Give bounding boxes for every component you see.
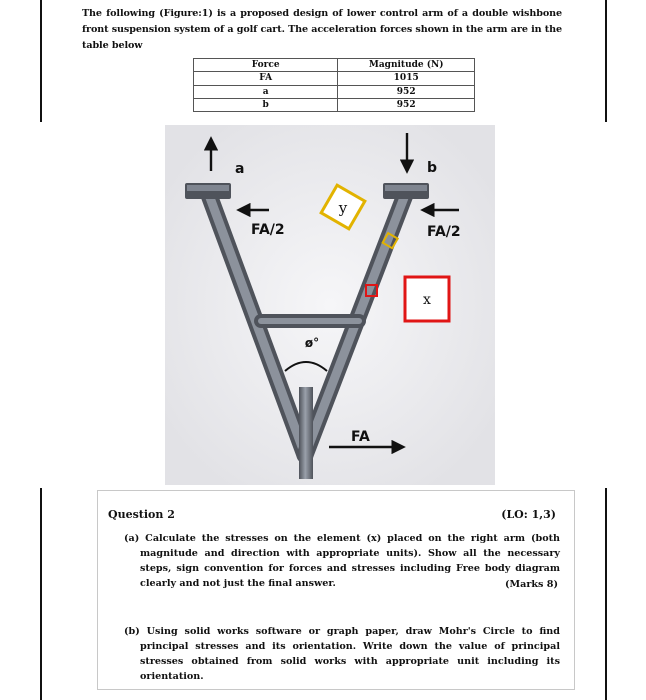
element-x-label: x bbox=[423, 292, 431, 308]
table-row bbox=[194, 85, 475, 98]
left-frame-line-bottom bbox=[40, 488, 42, 700]
table-cell-force: FA bbox=[194, 72, 338, 85]
force-table bbox=[193, 58, 475, 112]
table-cell-magnitude: 1015 bbox=[338, 72, 475, 85]
table-header-force: Force bbox=[194, 59, 338, 72]
table-row bbox=[194, 98, 475, 111]
question-part-a-text: (a) Calculate the stresses on the element (x) placed on the right arm (both magnitude and direction with appropriate units). Show all the necessary steps, sign convention for forces and stresses including Free body diagram clearly and not just the final answer. bbox=[124, 533, 560, 589]
question-part-b bbox=[124, 624, 560, 684]
left-frame-line-top bbox=[40, 0, 42, 122]
right-frame-line-bottom bbox=[605, 488, 607, 700]
element-y-label: y bbox=[338, 199, 348, 217]
intro-paragraph: The following (Figure:1) is a proposed design of lower control arm of a double wishbone front suspension system of a golf cart. The acceleration forces shown in the arm are in the table below bbox=[82, 8, 562, 51]
table-cell-force: a bbox=[194, 85, 338, 98]
force-b-label: b bbox=[427, 160, 438, 176]
question-part-b-text: (b) Using solid works software or graph paper, draw Mohr's Circle to find principal stresses and its orientation. Write down the value of principal stresses obtained from solid works with appropriate unit including its orientation. bbox=[124, 626, 560, 682]
right-frame-line-top bbox=[605, 0, 607, 122]
question-box bbox=[97, 490, 575, 690]
table-row bbox=[194, 72, 475, 85]
fa-half-right-label: FA/2 bbox=[427, 224, 461, 240]
control-arm-figure bbox=[165, 125, 495, 485]
center-stem bbox=[299, 387, 313, 479]
question-part-a bbox=[124, 531, 560, 591]
table-header-row bbox=[194, 59, 475, 72]
question-title: Question 2 bbox=[108, 508, 175, 521]
fa-label: FA bbox=[351, 429, 370, 445]
right-mount-highlight bbox=[385, 185, 427, 191]
marks-label: (Marks 8) bbox=[504, 579, 558, 590]
learning-outcome: (LO: 1,3) bbox=[501, 508, 556, 521]
force-a-label: a bbox=[235, 161, 245, 177]
table-header-magnitude: Magnitude (N) bbox=[338, 59, 475, 72]
table-cell-magnitude: 952 bbox=[338, 85, 475, 98]
table-cell-force: b bbox=[194, 98, 338, 111]
left-mount-highlight bbox=[187, 185, 229, 191]
angle-label: ø° bbox=[304, 336, 320, 350]
fa-half-left-label: FA/2 bbox=[251, 222, 285, 238]
table-cell-magnitude: 952 bbox=[338, 98, 475, 111]
